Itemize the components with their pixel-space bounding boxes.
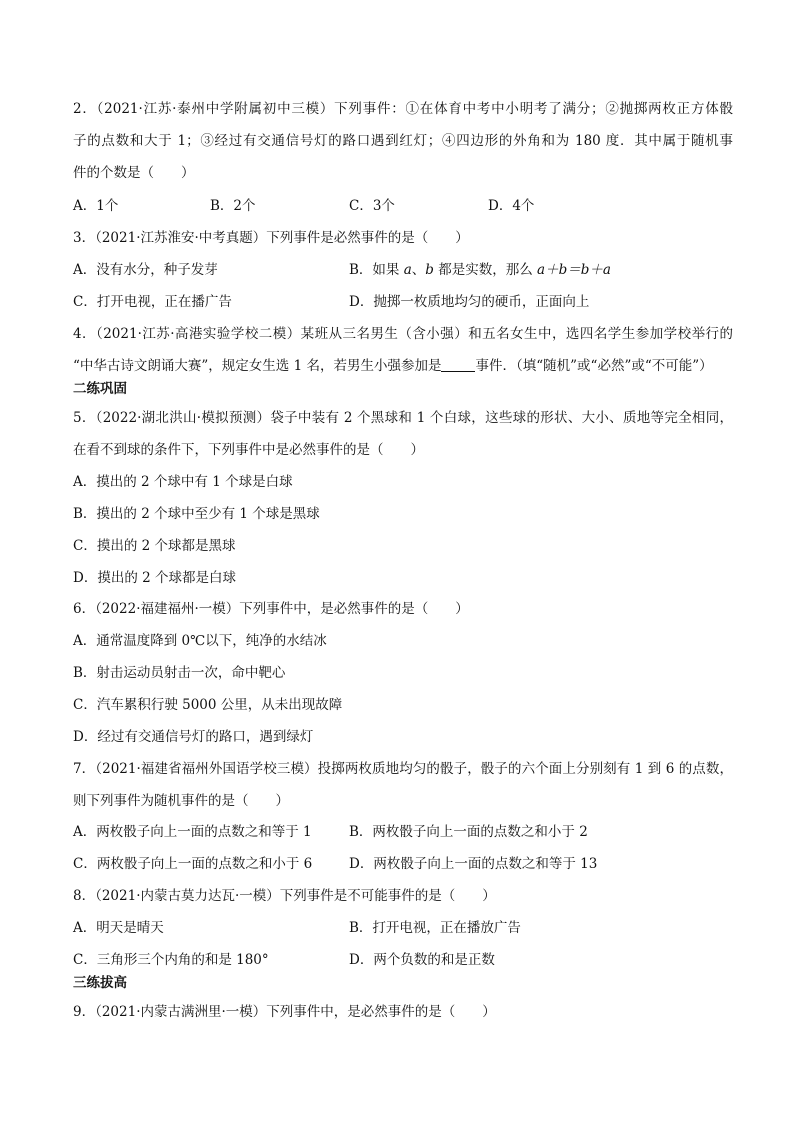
q7-option-a: A．两枚骰子向上一面的点数之和等于 1: [73, 824, 312, 840]
q5-option-d: D．摸出的 2 个球都是白球: [73, 570, 236, 586]
q6-option-b: B．射击运动员射击一次，命中靶心: [73, 665, 286, 681]
q6-option-c: C．汽车累积行驶 5000 公里，从未出现故障: [73, 697, 343, 713]
q4-answer-blank: [441, 370, 475, 372]
q8-option-c: C．三角形三个内角的和是 180°: [73, 952, 269, 968]
q2-option-b: B．2个: [210, 198, 256, 214]
q3-option-b-mid: 都是实数，那么: [433, 262, 538, 278]
q3-stem: 3．（2021·江苏淮安·中考真题）下列事件是必然事件的是（ ）: [73, 230, 469, 246]
q3-option-b-var-a: a: [403, 262, 412, 278]
q2-option-c: C．3个: [349, 198, 395, 214]
q3-option-b: [349, 259, 611, 281]
q5-stem-line1: 5．（2022·湖北洪山·模拟预测）袋子中装有 2 个黑球和 1 个白球，这些球的形状、大小、质地等完全相同，: [73, 410, 733, 426]
q5-option-b: B．摸出的 2 个球中至少有 1 个球是黑球: [73, 506, 320, 522]
q3-option-b-prefix: B．如果: [349, 262, 404, 278]
section-heading-3: 三练拔高: [73, 975, 127, 991]
q6-option-a: A．通常温度降到 0℃以下，纯净的水结冰: [73, 633, 327, 649]
q6-option-d: D．经过有交通信号灯的路口，遇到绿灯: [73, 729, 314, 745]
q3-option-b-sep: 、: [411, 262, 426, 278]
q4-stem-line1: 4．（2021·江苏·高港实验学校二模）某班从三名男生（含小强）和五名女生中，选四名学生参加学校举行的: [73, 326, 733, 342]
q5-option-a: A．摸出的 2 个球中有 1 个球是白球: [73, 474, 293, 490]
q2-option-a: A．1个: [73, 198, 119, 214]
section-heading-2: 二练巩固: [73, 381, 127, 397]
q4-stem-line2-before: “中华古诗文朗诵大赛”，规定女生选 1 名，若男生小强参加是: [73, 358, 442, 374]
q3-option-b-var-b: b: [425, 262, 434, 278]
q9-stem: 9．（2021·内蒙古满洲里·一模）下列事件中，是必然事件的是（ ）: [73, 1004, 496, 1020]
q2-stem-line2: 子的点数和大于 1；③经过有交通信号灯的路口遇到红灯；④四边形的外角和为 180 度．其中属于随机事: [73, 133, 733, 149]
q4-stem-line2: [73, 355, 733, 377]
q6-stem: 6．（2022·福建福州·一模）下列事件中，是必然事件的是（ ）: [73, 601, 469, 617]
q3-option-b-expression: a＋b＝b＋a: [537, 262, 611, 278]
q5-stem-line2: 在看不到球的条件下，下列事件中是必然事件的是（ ）: [73, 442, 424, 458]
q4-stem-line2-after: 事件．（填“随机”或“必然”或“不可能”）: [475, 358, 713, 374]
q8-option-a: A．明天是晴天: [73, 920, 164, 936]
q7-stem-line1: 7．（2021·福建省福州外国语学校三模）投掷两枚质地均匀的骰子，骰子的六个面上分别刻有 1 到 6 的点数，: [73, 761, 733, 777]
q7-option-d: D．两枚骰子向上一面的点数之和等于 13: [349, 856, 598, 872]
q8-option-b: B．打开电视，正在播放广告: [349, 920, 521, 936]
q7-option-b: B．两枚骰子向上一面的点数之和小于 2: [349, 824, 588, 840]
q2-stem-line1: 2．（2021·江苏·泰州中学附属初中三模）下列事件：①在体育中考中小明考了满分；②抛掷两枚正方体骰: [73, 101, 733, 117]
q7-stem-line2: 则下列事件为随机事件的是（ ）: [73, 793, 289, 809]
q3-option-c: C．打开电视，正在播广告: [73, 294, 232, 310]
q7-option-c: C．两枚骰子向上一面的点数之和小于 6: [73, 856, 313, 872]
q3-option-a: A．没有水分，种子发芽: [73, 262, 218, 278]
q2-stem-line3: 件的个数是（ ）: [73, 165, 195, 181]
q3-option-d: D．抛掷一枚质地均匀的硬币，正面向上: [349, 294, 590, 310]
q8-stem: 8．（2021·内蒙古莫力达瓦·一模）下列事件是不可能事件的是（ ）: [73, 888, 496, 904]
q8-option-d: D．两个负数的和是正数: [349, 952, 495, 968]
q5-option-c: C．摸出的 2 个球都是黑球: [73, 538, 236, 554]
q2-option-d: D．4个: [488, 198, 535, 214]
